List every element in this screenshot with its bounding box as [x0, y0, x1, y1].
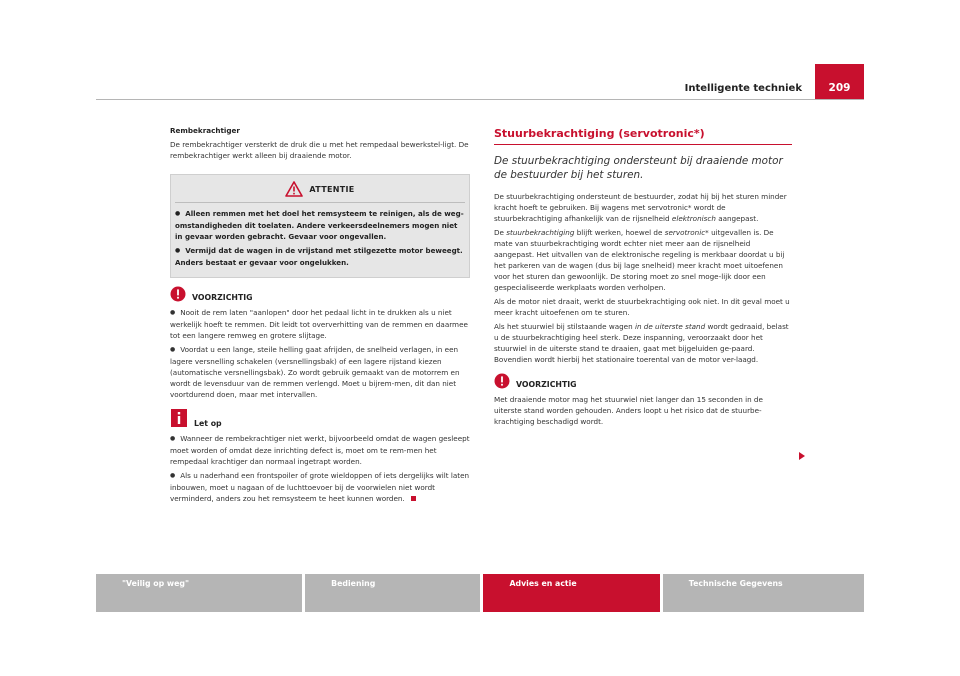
paragraph-1 [494, 191, 792, 224]
caution-title-right: VOORZICHTIG [516, 380, 577, 389]
section-end-marker [411, 496, 416, 501]
warning-item: ● Vermijd dat de wagen in de vrijstand met stilgezette motor beweegt. Anders bestaat er gevaar voor ongelukken. [175, 245, 465, 268]
note-item-last [170, 470, 470, 504]
header-divider [96, 99, 864, 100]
left-column [170, 126, 470, 507]
footer-nav [96, 574, 864, 612]
caution-header-right [494, 373, 792, 389]
paragraph-2 [494, 227, 792, 293]
continue-arrow-icon [798, 452, 806, 460]
caution-item: ● Voordat u een lange, steile helling gaat afrijden, de snelheid verlagen, in een lagere versnelling schakelen (versnellingsbak) of een lagere rijstand kiezen (automatische versnellingsbak). Zo wordt gebruik gemaakt van de motorrem en wordt de levensduur van de remmen verlengd. Moet u bijrem-men, dit dan niet voortdurend doen, maar met intervallen. [170, 344, 470, 400]
footer-tab-bediening[interactable]: Bediening [305, 574, 480, 612]
paragraph-3: Als de motor niet draait, werkt de stuurbekrachtiging ook niet. In dit geval moet u meer kracht uitoefenen om te sturen. [494, 297, 790, 317]
note-title: Let op [194, 419, 222, 428]
page-number: 209 [815, 64, 864, 100]
header-section-title: Intelligente techniek [684, 83, 802, 94]
caution-item: ● Nooit de rem laten "aanlopen" door het pedaal licht in te drukken als u niet werkelijk hoeft te remmen. Dit leidt tot oververhitting van de remmen en daarmee tot een langere remweg en grotere slijtage. [170, 307, 470, 341]
p1-text: De stuurbekrachtiging ondersteunt de bestuurder, zodat hij bij het sturen minder kracht hoeft te gebruiken. Bij wagens met servotronic* wordt de stuurbekrachtiging afhankelijk van de rijsnelheid [494, 192, 787, 223]
paragraph-4 [494, 321, 792, 365]
p2-end: uitgevallen is. De mate van stuurbekrachtiging wordt echter niet meer aan de rijsnelheid aangepast. Het uitvallen van de elektronische regeling is merkbaar doordat u bij het parkeren van de wagen (dus bij lage snelheid) meer kracht moet uitoefenen voor het sturen dan gewoonlijk. De storing moet zo snel moge-lijk door een gespecialiseerde werkplaats worden verholpen. [494, 228, 785, 292]
p4-end: wordt gedraaid, belast u de stuurbekrachtiging heel sterk. Deze inspanning, veroorzaakt door het stuurwiel in de uiterste stand te draaien, gaat met bijgeluiden ge-paard. Bovendien wordt hierbij het stationaire toerental van de motor ver-laagd. [494, 322, 789, 364]
p4-italic: in de uiterste stand [634, 322, 706, 331]
section-divider [494, 144, 792, 145]
warning-item: ● Alleen remmen met het doel het remsysteem te reinigen, als de weg-omstandigheden dit toelaten. Andere verkeersdeelnemers mogen niet in gevaar worden gebracht. Gevaar voor ongevallen. [175, 208, 465, 242]
warning-box [170, 174, 470, 278]
warning-triangle-icon [285, 181, 303, 197]
note-header [170, 408, 470, 428]
footer-tab-technische-gegevens[interactable]: Technische Gegevens [663, 574, 864, 612]
caution-title: VOORZICHTIG [192, 293, 253, 302]
rembekrachtiger-text: De rembekrachtiger versterkt de druk die u met het rempedaal bewerkstel-ligt. De rembekrachtiger werkt alleen bij draaiende motor. [170, 140, 469, 160]
p2-start: De [494, 228, 504, 237]
p1-italic: elektronisch [671, 214, 716, 223]
p4-start: Als het stuurwiel bij stilstaande wagen [494, 322, 633, 331]
info-note-icon [170, 408, 188, 428]
p2-italic-2: servotronic* [664, 228, 709, 237]
section-heading-stuurbekrachtiging: Stuurbekrachtiging (servotronic*) [494, 127, 705, 140]
warning-divider [175, 202, 465, 203]
p1-end: aangepast. [718, 214, 759, 223]
caution-circle-icon [170, 286, 186, 302]
section-intro: De stuurbekrachtiging ondersteunt bij draaiende motor de bestuurder bij het sturen. [494, 155, 783, 181]
note-item-text: ● Als u naderhand een frontspoiler of grote wieldoppen of iets dergelijks wilt laten inbouwen, moet u nagaan of de luchttoevoer bij de voorwielen niet wordt verminderd, anders zou het remsysteem te heet kunnen worden. [170, 471, 469, 503]
warning-header [175, 181, 465, 197]
p2-italic-1: stuurbekrachtiging [506, 228, 575, 237]
caution-circle-icon [494, 373, 510, 389]
caution-header [170, 286, 470, 302]
p2-mid: blijft werken, hoewel de [576, 228, 663, 237]
warning-title: ATTENTIE [309, 184, 355, 194]
caution-text-right: Met draaiende motor mag het stuurwiel niet langer dan 15 seconden in de uiterste stand worden gehouden. Anders loopt u het risico dat de stuurbe-krachtiging beschadigd wordt. [494, 395, 763, 426]
right-column [494, 126, 792, 430]
note-item: ● Wanneer de rembekrachtiger niet werkt, bijvoorbeeld omdat de wagen gesleept moet worden of omdat deze inrichting defect is, moet om te rem-men het rempedaal krachtiger dan normaal ingetrapt worden. [170, 433, 470, 467]
subheading-rembekrachtiger: Rembekrachtiger [170, 126, 240, 135]
footer-tab-veilig-op-weg[interactable]: "Veilig op weg" [96, 574, 302, 612]
footer-tab-advies-en-actie[interactable]: Advies en actie [483, 574, 659, 612]
